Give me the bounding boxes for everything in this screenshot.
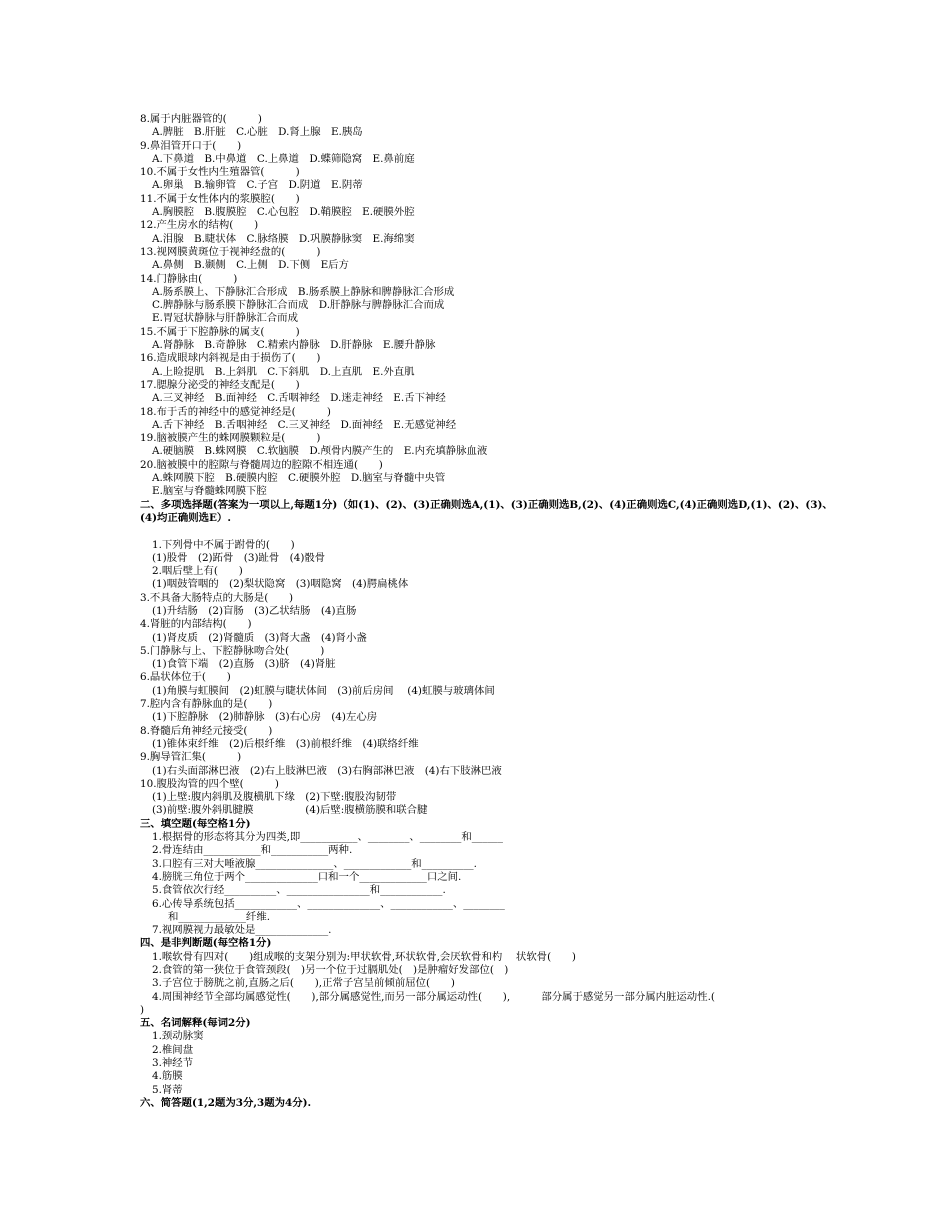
section-heading: 四、是非判断题(每空格1分) (140, 937, 272, 950)
text-line: (1)下腔静脉 (2)肺静脉 (3)右心房 (4)左心房 (152, 711, 378, 724)
text-line: 2.骨连结由___________和___________两种. (152, 844, 353, 857)
text-line: (3)前壁:腹外斜肌腱膜 (4)后壁:腹横筋膜和联合腱 (152, 804, 428, 817)
text-line: A.鼻侧 B.颞侧 C.上侧 D.下侧 E后方 (152, 259, 349, 272)
text-line: 6.心传导系统包括____________、______________、____________、________ (152, 897, 505, 910)
text-line: 17.腮腺分泌受的神经支配是( ) (140, 378, 300, 391)
text-line: 3.子宫位于膀胱之前,直肠之后( ),正常子宫呈前倾前屈位( ) (152, 977, 455, 990)
text-line: 2.咽后壁上有( ) (152, 565, 243, 578)
text-line: A.硬脑膜 B.蛛网膜 C.软脑膜 D.颅骨内膜产生的 E.内充填静脉血液 (152, 445, 488, 458)
text-line: (1)角膜与虹膜间 (2)虹膜与睫状体间 (3)前后房间 (4)虹膜与玻璃体间 (152, 684, 495, 697)
text-line: 14.门静脉由( ) (140, 272, 238, 285)
text-line: 6.晶状体位于( ) (140, 671, 231, 684)
text-line: 10.不属于女性内生殖器管( ) (140, 166, 300, 179)
text-line: E.胃冠状静脉与肝静脉汇合而成 (152, 312, 298, 325)
text-line: 1.喉软骨有四对( )组成喉的支架分别为:甲状软骨,环状软骨,会厌软骨和杓 状软骨( ) (152, 950, 576, 963)
text-line: A.蛛网膜下腔 B.硬膜内腔 C.硬膜外腔 D.脑室与脊髓中央管 (152, 472, 446, 485)
text-line (140, 525, 845, 538)
text-line: (1)上壁:腹内斜肌及腹横肌下缘 (2)下壁:腹股沟韧带 (152, 791, 397, 804)
text-line: 2.椎间盘 (152, 1043, 194, 1056)
text-line: 4.肾脏的内部结构( ) (140, 618, 252, 631)
text-line: A.肠系膜上、下静脉汇合形成 B.肠系膜上静脉和脾静脉汇合形成 (152, 285, 455, 298)
text-line: 1.根据骨的形态将其分为四类,即___________、________、________和______ (152, 831, 503, 844)
text-line: (1)股骨 (2)跖骨 (3)趾骨 (4)骰骨 (152, 551, 326, 564)
text-line: 和_____________纤维. (168, 910, 271, 923)
text-line: 7.腔内含有静脉血的是( ) (140, 698, 273, 711)
text-line: A.上睑提肌 B.上斜肌 C.下斜肌 D.上直肌 E.外直肌 (152, 365, 415, 378)
text-line: 1.颈动脉窦 (152, 1030, 204, 1043)
text-line: 20.脑被膜中的腔隙与脊髓周边的腔隙不相连通( ) (140, 458, 383, 471)
section-heading: 三、填空题(每空格1分) (140, 817, 251, 830)
text-line: A.三叉神经 B.面神经 C.舌咽神经 D.迷走神经 E.舌下神经 (152, 392, 446, 405)
text-line: 3.神经节 (152, 1057, 194, 1070)
text-line: (1)食管下端 (2)直肠 (3)脐 (4)肾脏 (152, 658, 336, 671)
text-line: 9.胸导管汇集( ) (140, 751, 242, 764)
text-line: 10.腹股沟管的四个壁( ) (140, 777, 279, 790)
text-line: A.肾静脉 B.奇静脉 C.精索内静脉 D.肝静脉 E.腰升静脉 (152, 339, 436, 352)
text-line: (1)锥体束纤维 (2)后根纤维 (3)前根纤维 (4)联络纤维 (152, 737, 419, 750)
text-line: 3.不具备大肠特点的大肠是( ) (140, 591, 294, 604)
text-line: 8.属于内脏器管的( ) (140, 113, 262, 125)
section-heading: 五、名词解释(每词2分) (140, 1017, 251, 1030)
section-heading: 六、简答题(1,2题为3分,3题为4分). (140, 1096, 312, 1109)
text-line: (1)升结肠 (2)盲肠 (3)乙状结肠 (4)直肠 (152, 604, 357, 617)
text-line: 9.鼻泪管开口于( ) (140, 139, 242, 152)
text-line: 7.视网膜视力最敏处是______________. (152, 924, 332, 937)
text-line: C.脾静脉与肠系膜下静脉汇合而成 D.肝静脉与脾静脉汇合而成 (152, 299, 445, 312)
text-line: E.脑室与脊髓蛛网膜下腔 (152, 485, 267, 498)
text-line: 4.筋膜 (152, 1070, 183, 1083)
text-line: A.泪腺 B.睫状体 C.脉络膜 D.巩膜静脉窦 E.海绵窦 (152, 232, 415, 245)
text-line: 1.下列骨中不属于跗骨的( ) (152, 538, 295, 551)
text-line: 18.布于舌的神经中的感觉神经是( ) (140, 405, 331, 418)
text-line: 5.食管依次行经__________、________________和____________. (152, 884, 446, 897)
text-line: A.舌下神经 B.舌咽神经 C.三叉神经 D.面神经 E.无感觉神经 (152, 418, 457, 431)
text-line: 16.造成眼球内斜视是由于损伤了( ) (140, 352, 321, 365)
text-line: 4.膀胱三角位于两个______________口和一个_____________口之间. (152, 870, 462, 883)
text-line: 4.周围神经节全部均属感觉性( ),部分属感觉性,而另一部分属运动性( ), 部分属于感觉另一部分属内脏运动性.( (152, 990, 715, 1003)
text-line: (1)肾皮质 (2)肾髓质 (3)肾大盏 (4)肾小盏 (152, 631, 367, 644)
text-line: ) (140, 1003, 145, 1016)
text-line: 12.产生房水的结构( ) (140, 219, 259, 232)
section-heading: 二、多项选择题(答案为一项以上,每题1分)（如(1)、(2)、(3)正确则选A,(1)、(3)正确则选B,(2)、(4)正确则选C,(4)正确则选D,(1)、(2)、(3)、(4)均正确则选E）. (140, 498, 833, 524)
text-line: A.下鼻道 B.中鼻道 C.上鼻道 D.蝶筛隐窝 E.鼻前庭 (152, 152, 415, 165)
exam-document (140, 113, 845, 1110)
text-line: 5.门静脉与上、下腔静脉吻合处( ) (140, 644, 325, 657)
text-line: 15.不属于下腔静脉的属支( ) (140, 325, 300, 338)
text-line: 5.肾蒂 (152, 1083, 183, 1096)
text-line: 13.视网膜黄斑位于视神经盘的( ) (140, 245, 321, 258)
text-line: A.卵巢 B.输卵管 C.子宫 D.阴道 E.阴蒂 (152, 179, 363, 192)
text-line: 8.脊髓后角神经元接受( ) (140, 724, 273, 737)
text-line: (1)咽鼓管咽的 (2)梨状隐窝 (3)咽隐窝 (4)腭扁桃体 (152, 578, 409, 591)
text-line: 11.不属于女性体内的浆膜腔( ) (140, 192, 300, 205)
text-line: A.脾脏 B.肝脏 C.心脏 D.肾上腺 E.胰岛 (152, 126, 363, 139)
text-line: (1)右头面部淋巴液 (2)右上肢淋巴液 (3)右胸部淋巴液 (4)右下肢淋巴液 (152, 764, 502, 777)
text-line: A.胸膜腔 B.腹膜腔 C.心包腔 D.鞘膜腔 E.硬膜外腔 (152, 206, 415, 219)
text-line: 19.脑被膜产生的蛛网膜颗粒是( ) (140, 432, 321, 445)
text-line: 2.食管的第一狭位于食管颈段( )另一个位于过膈肌处( )是肿瘤好发部位( ) (152, 964, 509, 976)
text-line: 3.口腔有三对大唾液腺_______________、_____________和__________. (152, 857, 477, 870)
